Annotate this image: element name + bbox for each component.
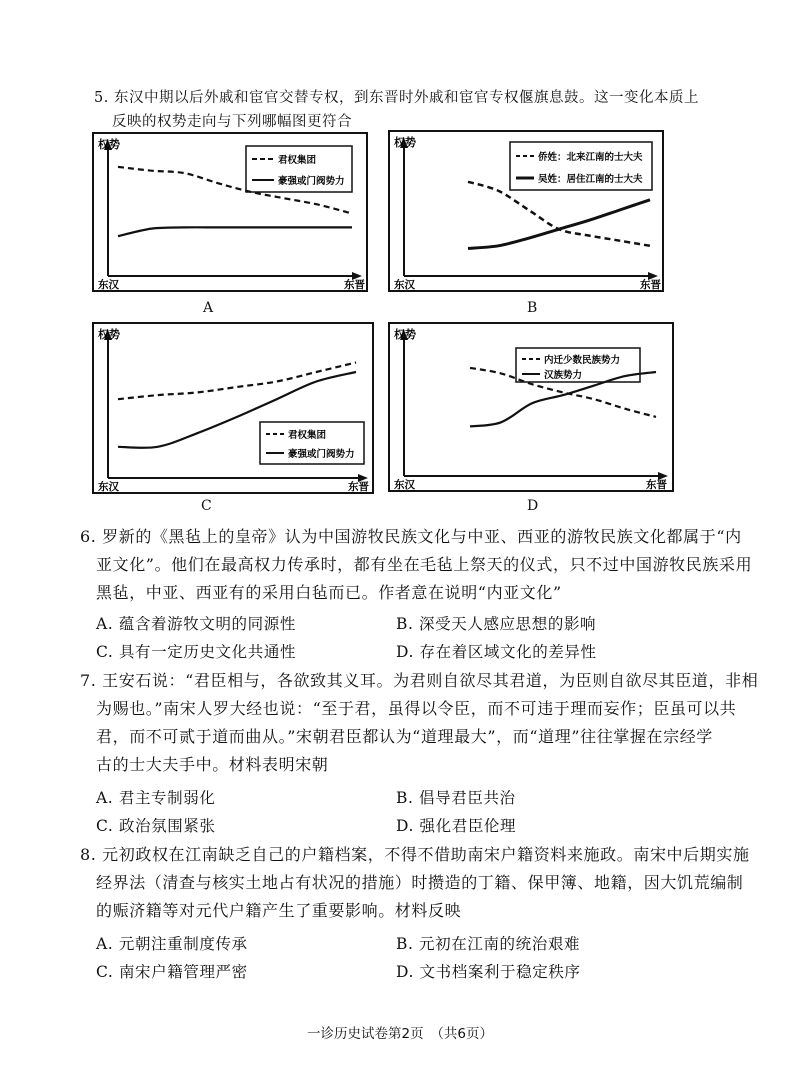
- chart-c-svg: [94, 324, 372, 492]
- q8-stem-line-2: 经界法（清查与核实土地占有状况的措施）时攒造的丁籍、保甲簿、地籍，因大饥荒编制: [96, 873, 744, 892]
- q7-option-b[interactable]: B. 倡导君臣共治: [396, 789, 516, 807]
- chart-c-xlabel-end: 东晋: [348, 481, 369, 492]
- q6-option-c[interactable]: C. 具有一定历史文化共通性: [96, 643, 297, 661]
- chart-b-legend-label-0: 侨姓：北来江南的士大夫: [538, 152, 643, 163]
- chart-a-xlabel-start: 东汉: [98, 279, 119, 290]
- chart-b-xlabel-end: 东晋: [640, 279, 661, 290]
- q8-option-b[interactable]: B. 元初在江南的统治艰难: [396, 935, 581, 953]
- q7-stem-line-3: 君，而不可贰于道而曲从。”宋朝君臣都认为“道理最大”，而“道理”往往掌握在宗经学: [96, 727, 713, 746]
- q7-option-c[interactable]: C. 政治氛围紧张: [96, 817, 216, 835]
- q8-stem-line-3: 的赈济籍等对元代户籍产生了重要影响。材料反映: [96, 901, 462, 920]
- q8-option-d[interactable]: D. 文书档案利于稳定秩序: [396, 963, 581, 981]
- q7-option-d[interactable]: D. 强化君臣伦理: [396, 817, 517, 835]
- q6-option-d[interactable]: D. 存在着区域文化的差异性: [396, 643, 597, 661]
- chart-b-series-1: [468, 200, 650, 249]
- chart-c-legend-label-0: 君权集团: [288, 430, 327, 441]
- q6-option-b[interactable]: B. 深受天人感应思想的影响: [396, 615, 597, 633]
- chart-a-legend-label-0: 君权集团: [278, 155, 317, 166]
- chart-c-legend-label-1: 豪强或门阀势力: [288, 449, 355, 460]
- panel-label-c: C: [201, 498, 212, 514]
- q8-stem-line-1: 8. 元初政权在江南缺乏自己的户籍档案，不得不借助南宋户籍资料来施政。南宋中后期实施: [80, 845, 750, 864]
- page-footer: 一诊历史试卷第2页 （共6页）: [307, 1026, 493, 1042]
- chart-a-xlabel-end: 东晋: [344, 279, 365, 290]
- chart-d-svg: [390, 324, 672, 490]
- chart-a-ylabel: 权势: [98, 138, 120, 151]
- chart-d-ylabel: 权势: [394, 328, 416, 341]
- chart-a-svg: [94, 134, 366, 290]
- q7-stem-line-2: 为赐也。”南宋人罗大经也说：“至于君，虽得以令臣，而不可违于理而妄作；臣虽可以共: [96, 699, 737, 718]
- chart-c-ylabel: 权势: [98, 328, 120, 341]
- chart-a-legend-label-1: 豪强或门阀势力: [278, 176, 345, 187]
- q5-stem-line-2: 反映的权势走向与下列哪幅图更符合: [112, 114, 352, 130]
- q7-stem-line-4: 古的士大夫手中。材料表明宋朝: [96, 755, 329, 774]
- q7-option-a[interactable]: A. 君主专制弱化: [96, 789, 216, 807]
- q6-option-a[interactable]: A. 蕴含着游牧文明的同源性: [96, 615, 296, 633]
- chart-d-legend-label-1: 汉族势力: [544, 370, 583, 381]
- chart-b-xlabel-start: 东汉: [394, 279, 415, 290]
- q6-stem-line-2: 亚文化”。他们在最高权力传承时，都有坐在毛毡上祭天的仪式，只不过中国游牧民族采用: [96, 555, 753, 574]
- q5-stem-line-1: 5. 东汉中期以后外戚和宦官交替专权，到东晋时外戚和宦官专权偃旗息鼓。这一变化本质上: [94, 90, 699, 106]
- panel-label-d: D: [527, 498, 539, 514]
- q6-stem-line-1: 6. 罗新的《黑毡上的皇帝》认为中国游牧民族文化与中亚、西亚的游牧民族文化都属于“内: [80, 527, 742, 546]
- panel-label-a: A: [203, 300, 214, 316]
- chart-c-xlabel-start: 东汉: [98, 481, 119, 492]
- chart-panel-c: [92, 322, 374, 494]
- q8-option-c[interactable]: C. 南宋户籍管理严密: [96, 963, 248, 981]
- chart-b-svg: [390, 132, 662, 290]
- chart-b-series-0: [468, 182, 650, 246]
- chart-panel-a: [92, 132, 368, 292]
- q7-stem-line-1: 7. 王安石说：“君臣相与，各欲致其义耳。为君则自欲尽其君道，为臣则自欲尽其臣道，非相: [80, 671, 759, 690]
- chart-d-xlabel-end: 东晋: [646, 479, 667, 490]
- q8-option-a[interactable]: A. 元朝注重制度传承: [96, 935, 248, 953]
- chart-b-legend-label-1: 吴姓：居住江南的士大夫: [538, 174, 643, 185]
- chart-d-xlabel-start: 东汉: [394, 479, 415, 490]
- chart-d-legend-label-0: 内迁少数民族势力: [544, 355, 621, 366]
- panel-label-b: B: [527, 300, 538, 316]
- chart-panel-d: [388, 322, 674, 492]
- chart-a-series-1: [118, 227, 352, 236]
- chart-panel-b: [388, 130, 664, 292]
- chart-b-ylabel: 权势: [394, 136, 416, 149]
- q6-stem-line-3: 黑毡，中亚、西亚有的采用白毡而已。作者意在说明“内亚文化”: [96, 583, 562, 602]
